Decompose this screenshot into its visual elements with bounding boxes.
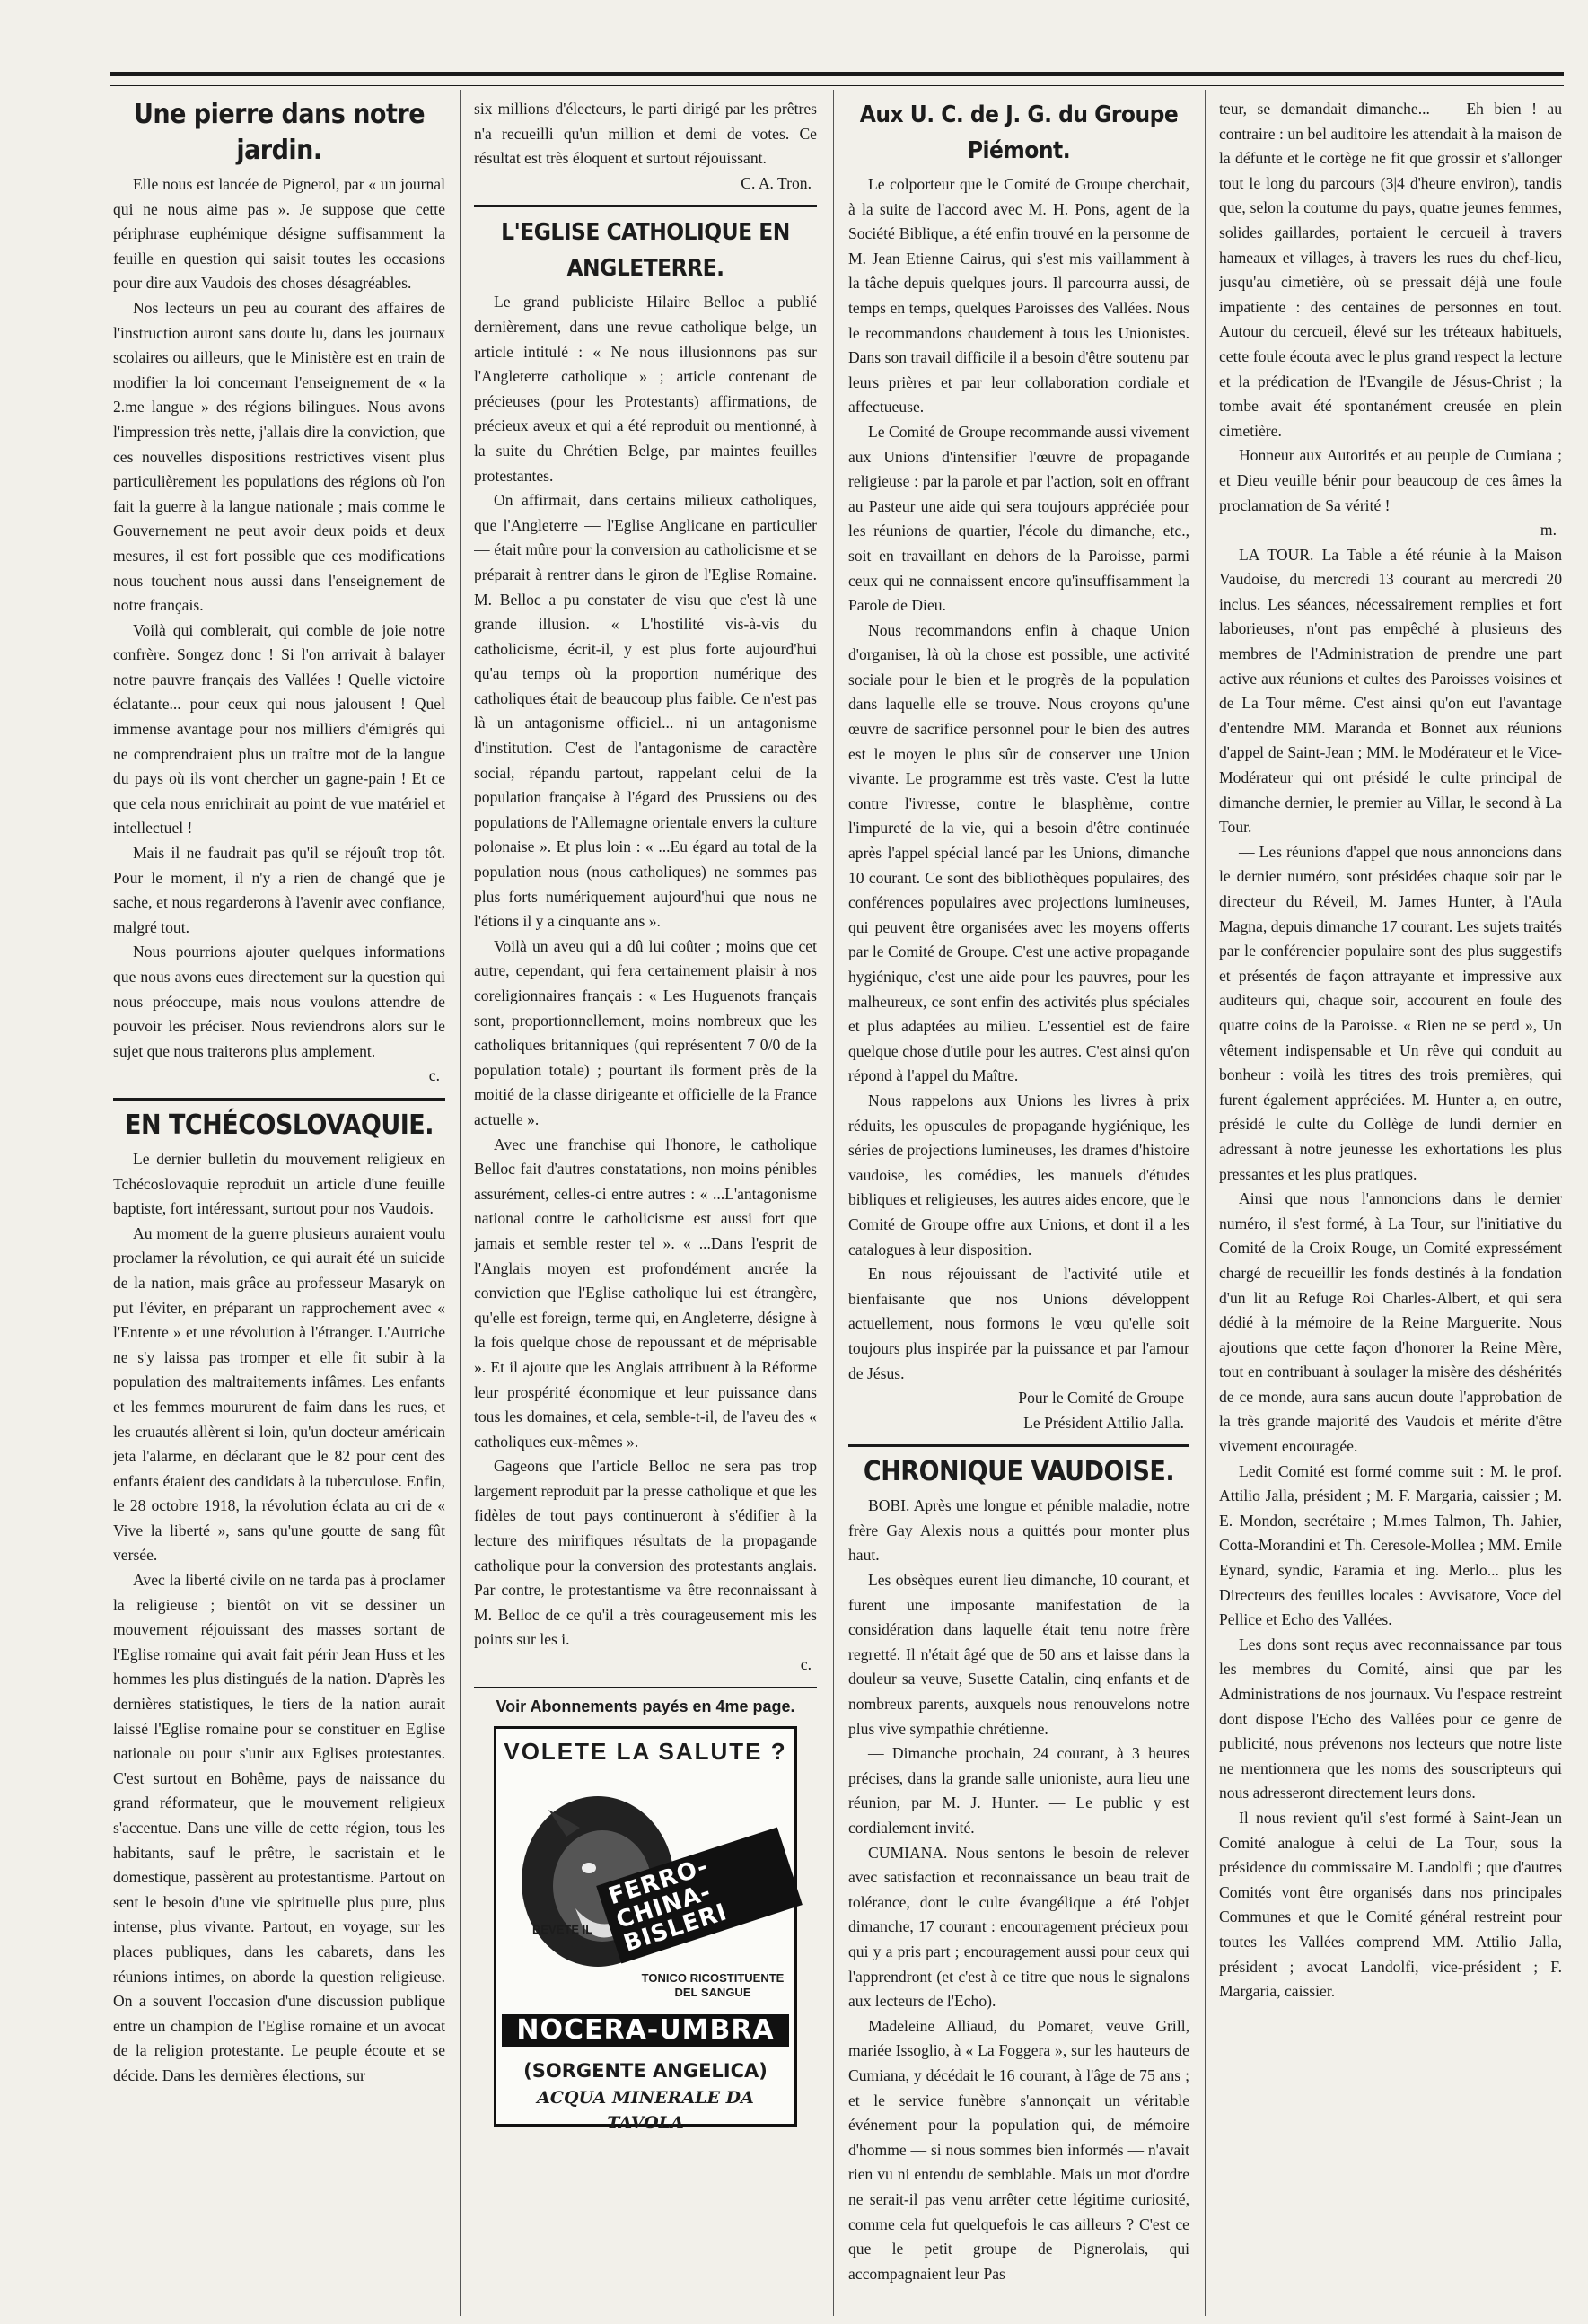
paragraph: Les obsèques eurent lieu dimanche, 10 courant, et furent une imposante manifestation de la considération dans laquelle était tenu notre frère regretté. Il n'était âgé que de 50 ans et laisse dans la douleur sa veuve, Susette Catalin, cinq enfants et de nombreux parents, auxquels nous renouvelons notre plus vive sympathie chrétienne. bbox=[848, 1571, 1189, 1738]
section-separator bbox=[113, 1098, 445, 1101]
article-headline: Une pierre dans notre jardin. bbox=[133, 99, 426, 166]
column-1 bbox=[113, 97, 445, 2314]
column-2 bbox=[474, 97, 817, 2314]
paragraph: Il nous revient qu'il s'est formé à Saint-Jean un Comité analogue à celui de La Tour, sous la présidence du commissaire M. Landolfi ; que d'autres Comités vont être organisés dans nos principales Communes et que le Comité général restreint pour toutes les Vallées comprend MM. Attilio Jalla, président ; avocat Landolfi, vice-président ; F. Margaria, caissier. bbox=[1219, 1808, 1562, 2001]
signature: m. bbox=[1540, 521, 1557, 539]
column-3 bbox=[848, 97, 1189, 2314]
article-headline: EN TCHÉCOSLOVAQUIE. bbox=[125, 1109, 434, 1141]
paragraph: On affirmait, dans certains milieux catholiques, que l'Angleterre — l'Eglise Anglicane en particulier — était mûre pour la conversion au catholicisme et se préparait à rentrer dans le giron de l'Eglise Romaine. M. Belloc a pu constater de visu que c'est là une grande illusion. « L'hostilité vis-à-vis du catholicisme, écrit-il, y est plus forte aujourd'hui qu'au temps où la proportion numérique des catholiques était de beaucoup plus faible. Ce n'est pas là un antagonisme officiel... ni un antagonisme d'institution. C'est de l'antagonisme de caractère social, répandu partout, rappelant celui de la population française à l'égard des Prussiens ou des populations de l'Allemagne orientale envers la culture polonaise ». Et plus loin : « ...Eu égard au total de la population nous (nous catholiques) ne sommes pas plus forts numériquement aujourd'hui que nous ne l'étions il y a cinquante ans ». bbox=[474, 491, 817, 931]
column-divider bbox=[460, 90, 461, 2316]
paragraph: Honneur aux Autorités et au peuple de Cumiana ; et Dieu veuille bénir pour beaucoup de ces âmes la proclamation de Sa vérité ! bbox=[1219, 446, 1562, 514]
column-divider bbox=[833, 90, 834, 2316]
paragraph: CUMIANA. Nous sentons le besoin de relever avec satisfaction et reconnaissance un beau trait de tolérance, dont le culte évangélique a été l'objet dimanche, 17 courant : encouragement précieux pour qui y a pris part ; encouragement aussi pour ceux qui l'apprendront (et c'est à ce titre que nous le signalons aux lecteurs de l'Echo). bbox=[848, 1843, 1189, 2011]
paragraph: Le Comité de Groupe recommande aussi vivement aux Unions d'intensifier l'œuvre de propagande religieuse : par la parole et par l'action, soit en offrant au Pasteur une aide qui sera toujours appréciée pour les réunions de quartier, l'école du dimanche, etc., soit en travaillant en dehors de la Paroisse, parmi ceux qui ne connaissent encore qu'insuffisamment la Parole de Dieu. bbox=[848, 422, 1189, 615]
paragraph: six millions d'électeurs, le parti dirigé par les prêtres n'a recueilli qu'un million et demi de votes. Ce résultat est très éloquent et surtout réjouissant. bbox=[474, 100, 817, 168]
section-separator bbox=[848, 1444, 1189, 1447]
masthead-rule bbox=[110, 72, 1564, 76]
ad-bevete-label: BEVETE IL bbox=[532, 1923, 593, 1937]
article-headline: CHRONIQUE VAUDOISE. bbox=[863, 1456, 1175, 1488]
paragraph: BOBI. Après une longue et pénible maladie, notre frère Gay Alexis nous a quittés pour monter plus haut. bbox=[848, 1496, 1189, 1565]
paragraph: teur, se demandait dimanche... — Eh bien ! au contraire : un bel auditoire les attendait à la maison de la défunte et le cortège ne fit que grossir et s'allonger tout le long du parcours (3|4 d'heure environ), tandis que, selon la coutume du pays, quatre jeunes femmes, solides gaillardes, portaient le cercueil à travers hameaux et villages, à travers les rues du chef-lieu, jusqu'au cimetière, où se pressait déjà une foule impatiente : des centaines de personnes en tout. Autour du cercueil, élevé sur les tréteaux habituels, cette foule écouta avec le plus grand respect la lecture et la prédication de l'Evangile de Jésus-Christ ; la tombe avait été spontanément creusée en plein cimetière. bbox=[1219, 100, 1562, 440]
article-headline: L'EGLISE CATHOLIQUE EN ANGLETERRE. bbox=[501, 219, 790, 283]
paragraph: Elle nous est lancée de Pignerol, par « un journal qui ne nous aime pas ». Je suppose que cette périphrase euphémique désigne suffisamment la feuille en question qui saisit toutes les occasions pour dire aux Vaudois des choses désagréables. bbox=[113, 175, 445, 293]
section-separator bbox=[474, 205, 817, 207]
subscription-notice: Voir Abonnements payés en 4me page. bbox=[496, 1697, 795, 1715]
paragraph: — Dimanche prochain, 24 courant, à 3 heures précises, dans la grande salle unioniste, aura lieu une réunion, par M. J. Hunter. — Le public y est cordialement invité. bbox=[848, 1744, 1189, 1837]
signature: Pour le Comité de Groupe bbox=[1018, 1389, 1184, 1408]
column-4 bbox=[1219, 97, 1562, 2314]
signature: Le Président Attilio Jalla. bbox=[1023, 1413, 1184, 1432]
paragraph: Le dernier bulletin du mouvement religieux en Tchécoslovaquie reproduit un article d'une feuille baptiste, fort intéressant, surtout pour nos Vaudois. bbox=[113, 1149, 445, 1218]
ad-nocera-banner: NOCERA-UMBRA bbox=[502, 2014, 789, 2047]
paragraph: Voilà un aveu qui a dû lui coûter ; moins que cet autre, cependant, qui fera certainement plaisir à nos coreligionnaires français : « Les Huguenots français sont, proportionnellement, moins nombreux que les catholiques britanniques (qui représentent 7 0/0 de la population totale) ; pourtant ils forment près de la moitié de la classe dirigeante et officielle de la France actuelle ». bbox=[474, 936, 817, 1128]
paragraph: Le grand publiciste Hilaire Belloc a publié dernièrement, dans une revue catholique belge, un article intitulé : « Ne nous illusionnons pas sur l'Angleterre catholique » ; article contenant de précieuses (pour les Protestants) affirmations, de précieux aveux et qui a été reproduit ou mentionné, à la suite du Chrétien Belge, par maintes feuilles protestantes. bbox=[474, 293, 817, 485]
paragraph: Ainsi que nous l'annoncions dans le dernier numéro, il s'est formé, à La Tour, sur l'initiative du Comité de la Croix Rouge, un Comité expressément chargé de recueillir les fonds destinés à la fondation d'un lit au Refuge Roi Charles-Albert, et qui sera dédié à la mémoire de la Reine Marguerite. Nous ajoutions que cette façon d'honorer la Reine Mère, tout en contribuant à soulager la misère des déshérités de ce monde, aura sans aucun doute l'approbation de la très grande majorité des Vaudois et mérite d'être vivement encouragée. bbox=[1219, 1189, 1562, 1456]
paragraph: Nos lecteurs un peu au courant des affaires de l'instruction auront sans doute lu, dans les journaux scolaires ou ailleurs, que le Ministère est en train de modifier la loi concernant l'enseignement de « la 2.me langue » des régions bilingues. Nous avons l'impression très nette, j'allais dire la conviction, que ces nouvelles dispositions restrictives visent plus particulièrement les populations des régions où l'on fait la guerre à la langue nationale ; mais comme le Gouvernement ne peut avoir deux poids et deux mesures, il est fort possible que ces modifications nous touchent nous aussi dans l'enseignement de notre français. bbox=[113, 298, 445, 615]
paragraph: Gageons que l'article Belloc ne sera pas trop largement reproduit par la presse catholique et que les fidèles de tout pays continueront à s'édifier à la lecture des mirifiques résultats de la propagande catholique pour la conversion des protestants anglais. Par contre, le protestantisme va être reconnaissant à M. Belloc de ce qu'il a très courageusement mis les points sur les i. bbox=[474, 1457, 817, 1649]
paragraph: Voilà qui comblerait, qui comble de joie notre confrère. Songez donc ! Si l'on arrivait à balayer notre pauvre français des Vallées ! Quelle victoire éclatante... pour ceux qui nous jalousent ! Quel immense avantage pour nos milliers d'émigrés qui ne comprendraient plus un traître mot de la langue du pays où ils vont chercher un gagne-pain ! Et ce que cela nous enrichirait au point de vue matériel et intellectuel ! bbox=[113, 620, 445, 838]
signature: c. bbox=[800, 1655, 812, 1674]
paragraph: Les dons sont reçus avec reconnaissance par tous les membres du Comité, ainsi que par les Administrations de nos journaux. Vu l'espace restreint dont dispose l'Echo des Vallées pour ce genre de publicité, nous prévenons nos lecteurs que notre liste ne mentionnera que les noms des souscripteurs qui nous adresseront directement leurs dons. bbox=[1219, 1635, 1562, 1802]
paragraph: Nous rappelons aux Unions les livres à prix réduits, les opuscules de propagande hygiénique, les séries de projections lumineuses, les drames d'histoire vaudoise, les comédies, les manuels d'études bibliques et religieuses, les autres aides encore, que le Comité de Groupe offre aux Unions, et dont il a les catalogues à leur disposition. bbox=[848, 1091, 1189, 1258]
paragraph: Mais il ne faudrait pas qu'il se réjouît trop tôt. Pour le moment, il n'y a rien de changé que je sache, et nous regarderons à l'avenir avec confiance, malgré tout. bbox=[113, 844, 445, 936]
paragraph: Le colporteur que le Comité de Groupe cherchait, à la suite de l'accord avec M. H. Pons, agent de la Société Biblique, a été enfin trouvé en la personne de M. Jean Etienne Cairus, qui s'est mis vaillamment à la tâche depuis quelques jours. Il parcourra aussi, de temps en temps, quelques Paroisses des Vallées. Nous le recommandons chaudement à tous les Unionistes. Dans son travail difficile il a besoin d'être soutenu par leurs prières et par leur collaboration cordiale et affectueuse. bbox=[848, 175, 1189, 417]
signature: c. bbox=[428, 1066, 440, 1085]
paragraph: Nous recommandons enfin à chaque Union d'organiser, là où la chose est possible, une activité sociale pour le bien et le progrès de la population dans laquelle elle se trouve. Nous croyons qu'une œuvre de sacrifice personnel pour le bien des autres est le moyen le plus sûr de conserver une Union vivante. Le programme est très vaste. C'est la lutte contre l'ivresse, contre le blasphème, contre l'impureté de la vie, qui a besoin d'être continuée après l'appel spécial lancé par les Unions, dimanche 10 courant. Ce sont des bibliothèques populaires, des conférences populaires avec projections lumineuses, qui peuvent être organisées avec les moyens offerts par le Comité de Groupe. C'est une active propagande hygiénique, c'est une aide pour les pauvres, pour les malheureux, ce sont enfin des activités plus spéciales et plus adaptées au milieu. L'essentiel est de faire quelque chose d'utile pour les autres. C'est ainsi qu'on répond à l'appel du Maître. bbox=[848, 620, 1189, 1085]
ad-tonic-label: TONICO RICOSTITUENTE DEL SANGUE bbox=[641, 1971, 785, 2000]
paragraph: Nous pourrions ajouter quelques informations que nous avons eues directement sur la question qui nous préoccupe, mais nous voulons attendre de pouvoir les préciser. Nous reviendrons alors sur le sujet que nous traiterons plus amplement. bbox=[113, 943, 445, 1060]
masthead-rule-thin bbox=[110, 85, 1564, 86]
paragraph: Avec la liberté civile on ne tarda pas à proclamer la religieuse ; bientôt on vit se dessiner un mouvement réjouissant des masses sortant de l'Eglise romaine qui avait fait périr Jean Huss et les hommes les plus distingués de la nation. D'après les dernières statistiques, le tiers de la nation aurait laissé l'Eglise romaine pour se constituer en Eglise nationale ou pour s'unir aux Eglises protestantes. C'est surtout en Bohême, pays de naissance du grand réformateur, que le mouvement religieux s'accentue. Dans une ville de cette région, tous les habitants, sauf le prêtre, le sacristain et le domestique, passèrent au protestantisme. Partout on sent le besoin d'une vie spirituelle plus pure, plus intense, plus vivante. Partout, en voyage, sur les places publiques, dans les cabarets, dans les réunions intimes, on aborde la question religieuse. On a souvent l'occasion d'une discussion publique entre un champion de l'Eglise romaine et un avocat de la religion protestante. Le peuple écoute et se décide. Dans les dernières élections, sur bbox=[113, 1571, 445, 2084]
article-headline: Aux U. C. de J. G. du Groupe Piémont. bbox=[859, 101, 1179, 164]
paragraph: Avec une franchise qui l'honore, le catholique Belloc fait d'autres constatations, non moins pénibles assurément, celles-ci entre autres : « ...L'antagonisme national contre le catholicisme est aussi fort que jamais et semble rester tel ». « ...Dans l'esprit de l'Anglais moyen est profondément ancrée la conviction que l'Eglise catholique lui est étrangère, qu'elle est foreign, terme qui, en Angleterre, désigne à la fois quelque chose de repoussant et de méprisable ». Et il ajoute que les Anglais attribuent à la Réforme leur prospérité économique et leur puissance dans tous les domaines, et cela, semble-t-il, de l'aveu des « catholiques eux-mêmes ». bbox=[474, 1135, 817, 1451]
paragraph: Au moment de la guerre plusieurs auraient voulu proclamer la révolution, ce qui aurait été un suicide de la nation, mais grâce au professeur Masaryk on put l'éviter, en préparant un rapprochement avec « l'Entente » et une révolution à l'étranger. L'Autriche ne s'y laissa pas tromper et elle fit subir à la population des maltraitements infâmes. Les enfants et les femmes moururent de faim dans les rues, et les cruautés allèrent si loin, qu'un docteur américain jeta l'alarme, en déclarant que le 82 pour cent des enfants étaient des candidats à la tuberculose. Enfin, le 28 octobre 1918, la révolution éclata au cri de « Vive la liberté », sans qu'une goutte de sang fût versée. bbox=[113, 1223, 445, 1565]
advertisement bbox=[494, 1726, 797, 2133]
ad-tagline: VOLETE LA SALUTE ? bbox=[504, 1738, 787, 1766]
ad-brand-banner: FERRO-CHINA-BISLERI bbox=[596, 1828, 803, 1964]
paragraph: Ledit Comité est formé comme suit : M. le prof. Attilio Jalla, président ; M. F. Margaria, caissier ; M. E. Mondon, secrétaire ; M.mes Talmon, Th. Jahier, Cotta-Morandini et Th. Ceresole-Mollea ; MM. Emile Eynard, syndic, Faramia et ing. Merlo... plus les Directeurs des feuilles locales : Avvisatore, Voce del Pellice et Echo des Vallées. bbox=[1219, 1461, 1562, 1629]
paragraph: — Les réunions d'appel que nous annoncions dans le dernier numéro, sont présidées chaque soir par le directeur du Réveil, M. James Hunter, à l'Aula Magna, depuis dimanche 17 courant. Les sujets traités par le conférencier populaire sont des plus suggestifs et présentés de façon attrayante et impressive aux auditeurs qui, chaque soir, accourent en foule des quatre coins de la Paroisse. « Rien ne se perd », Un vêtement indispensable et Un rêve qui conduit au bonheur : voilà les titres des trois premières, qui furent également appréciées. M. Hunter a, en outre, présidé le culte du Collège de lundi dernier en adressant à notre jeunesse les exhortations les plus pressantes et les plus pratiques. bbox=[1219, 842, 1562, 1183]
ad-spring-name: (SORGENTE ANGELICA) bbox=[523, 2060, 768, 2083]
ad-mineral-water: ACQUA MINERALE DA TAVOLA bbox=[537, 2088, 754, 2133]
signature: C. A. Tron. bbox=[741, 173, 812, 192]
paragraph: Madeleine Alliaud, du Pomaret, veuve Grill, mariée Issoglio, à « La Foggera », sur les hauteurs de Cumiana, y décédait le 16 courant, à l'âge de 75 ans ; et le service funèbre s'annonçait un véritable événement pour la population qui, de mémoire d'homme — si nous sommes bien informés — n'avait rien vu ni entendu de semblable. Mais un mot d'ordre ne serait-il pas venu arrêter cette légitime curiosité, comme cela fut quelquefois le cas ailleurs ? C'est ce que le petit groupe de Pignerolais, qui accompagnaient leur Pas bbox=[848, 2016, 1189, 2283]
column-divider bbox=[1205, 90, 1206, 2316]
paragraph: LA TOUR. La Table a été réunie à la Maison Vaudoise, du mercredi 13 courant au mercredi 20 inclus. Les séances, nécessairement remplies et fort laborieuses, n'ont pas empêché à plusieurs des membres de l'Administration de prendre une part active aux réunions et cultes des Paroisses voisines et de La Tour même. C'est ainsi qu'on eut l'avantage d'entendre MM. Maranda et Bonnet aux réunions d'appel de Saint-Jean ; MM. le Modérateur et le Vice-Modérateur qui ont présidé le culte principal de dimanche dernier, le premier au Villar, le second à La Tour. bbox=[1219, 545, 1562, 837]
section-separator bbox=[474, 1687, 817, 1688]
paragraph: En nous réjouissant de l'activité utile et bienfaisante que nos Unions développent actuellement, nous formons le vœu qu'elle soit toujours plus inspirée par la puissance et par l'amour de Jésus. bbox=[848, 1265, 1189, 1382]
